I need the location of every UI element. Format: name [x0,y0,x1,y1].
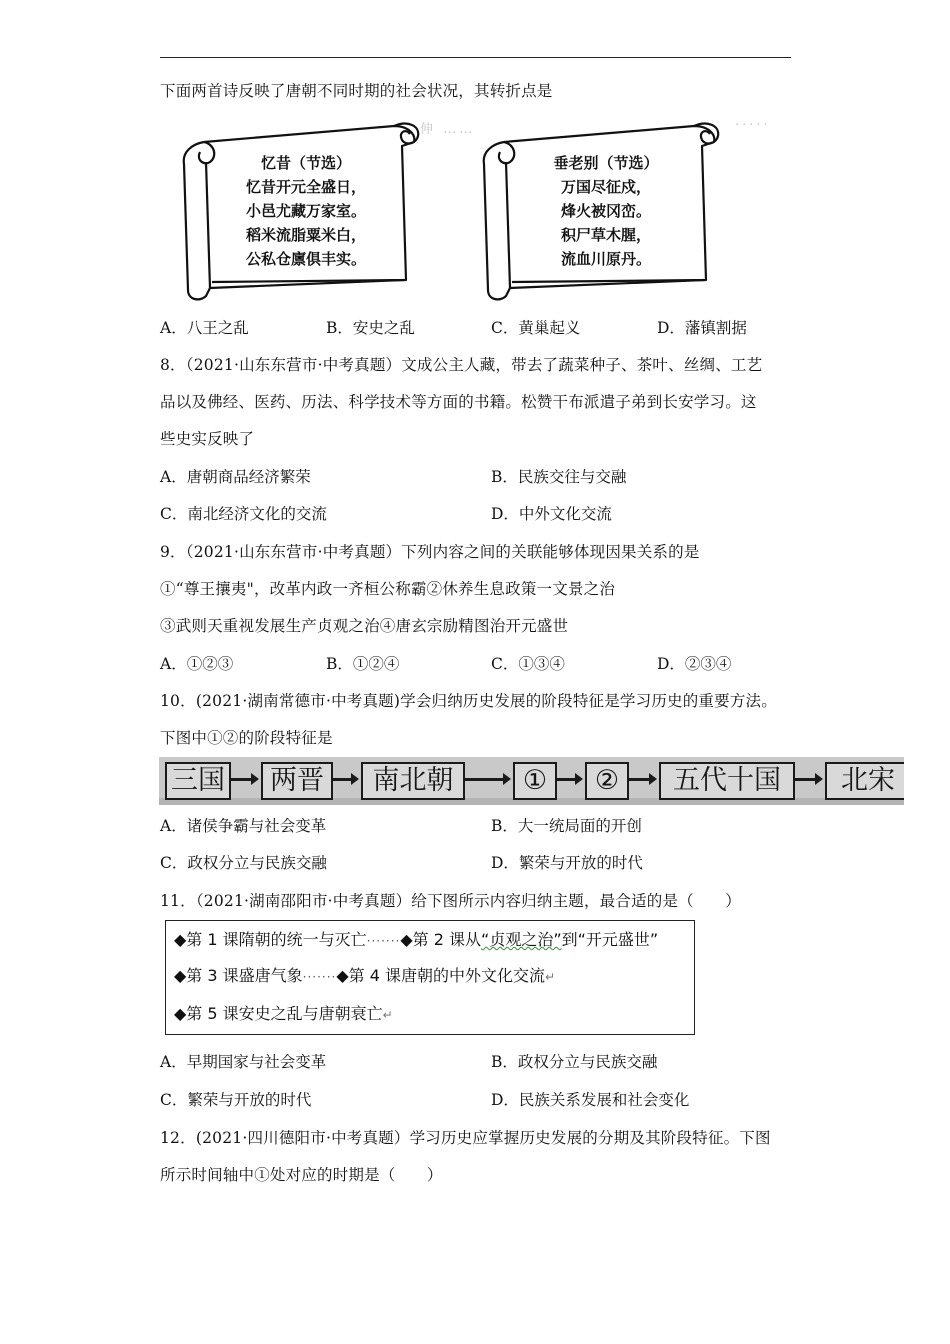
q10-option-c[interactable]: C．政权分立与民族交融 [160,854,327,872]
lesson-dots: ······· [366,934,401,948]
lesson-4: ◆第 4 课唐朝的中外文化交流 [336,966,546,985]
timeline-arrow-icon [629,778,651,781]
poem2-line-1: 万国尽征戍， [560,178,651,196]
faint-scan-text-1: 伸 …… [420,122,476,137]
timeline-arrow-icon [333,778,353,781]
poem2-title: 垂老别（节选） [553,154,659,172]
q9-stem-line-2: ①“尊王攘夷"，改革内政一齐桓公称霸②休养生息政策一文景之治 [160,580,616,598]
q8-option-d[interactable]: D．中外文化交流 [491,505,612,523]
q8-option-b[interactable]: B．民族交往与交融 [491,468,627,486]
return-mark-icon: ↵ [545,970,556,984]
poem-scroll-1 [176,112,436,304]
poem2-line-4: 流血川原丹。 [560,250,651,268]
q10-stem-line-1: 10．(2021·湖南常德市·中考真题)学会归纳历史发展的阶段特征是学习历史的重要方法。 [160,692,777,710]
dynasty-timeline [159,757,904,805]
q11-option-d[interactable]: D．民族关系发展和社会变化 [491,1091,690,1109]
q8-stem-line-3: 些史实反映了 [160,430,255,448]
lesson-dots: ······· [302,970,337,984]
q7-option-d[interactable]: D．藩镇割据 [657,319,747,337]
lesson-3: ◆第 3 课盛唐气象 [174,966,303,985]
q9-option-d[interactable]: D．②③④ [657,655,732,673]
q11-option-c[interactable]: C．繁荣与开放的时代 [160,1091,312,1109]
timeline-item-nanbeichao: 南北朝 [361,762,465,800]
q7-option-a[interactable]: A．八王之乱 [160,319,249,337]
poem1-line-2: 小邑尤藏万家室。 [245,202,366,220]
poem1-line-3: 稻米流脂粟米白， [245,226,366,244]
lesson-2-quote: “贞观之治” [481,930,562,949]
lesson-row-2 [174,965,555,988]
q7-option-b[interactable]: B．安史之乱 [326,319,415,337]
timeline-arrow-icon [795,778,817,781]
header-rule [160,57,791,58]
timeline-arrow-icon [465,778,505,781]
poem1-line-4: 公私仓廪俱丰实。 [245,250,366,268]
q9-option-b[interactable]: B．①②④ [326,655,400,673]
poem2-line-2: 烽火被冈峦。 [560,202,651,220]
poem-scroll-2 [476,112,736,304]
q10-stem-line-2: 下图中①②的阶段特征是 [160,729,333,747]
q11-option-a[interactable]: A．早期国家与社会变革 [160,1053,327,1071]
q8-stem-line-2: 品以及佛经、医药、历法、科学技术等方面的书籍。松赞干布派遣子弟到长安学习。这 [160,393,757,411]
poem1-line-1: 忆昔开元全盛日， [245,178,366,196]
q7-stem: 下面两首诗反映了唐朝不同时期的社会状况，其转折点是 [160,82,553,100]
timeline-item-sanguo: 三国 [165,762,231,800]
lesson-1: ◆第 1 课隋朝的统一与灭亡 [174,930,367,949]
lesson-2-prefix: ◆第 2 课从 [400,930,482,949]
lesson-row-3 [174,1003,393,1026]
return-mark-icon: ↵ [382,1008,393,1022]
poem1-title: 忆昔（节选） [260,154,351,172]
timeline-item-beisong: 北宋 [825,762,904,800]
q10-option-a[interactable]: A．诸侯争霸与社会变革 [160,817,327,835]
timeline-arrow-icon [231,778,253,781]
poem2-line-3: 积尸草木腥， [560,226,651,244]
q7-option-c[interactable]: C．黄巢起义 [491,319,581,337]
q12-stem-line-1: 12．(2021·四川德阳市·中考真题）学习历史应掌握历史发展的分期及其阶段特征。下图 [160,1129,771,1147]
q8-option-a[interactable]: A．唐朝商品经济繁荣 [160,468,311,486]
timeline-item-blank-2: ② [585,762,629,800]
timeline-item-wudai: 五代十国 [659,762,795,800]
faint-scan-text-2: ····· [735,118,771,133]
lesson-list-box [165,920,695,1035]
q10-option-b[interactable]: B．大一统局面的开创 [491,817,642,835]
timeline-item-liangjin: 两晋 [261,762,333,800]
q9-option-a[interactable]: A．①②③ [160,655,234,673]
lesson-2-suffix: 到“开元盛世” [561,930,659,949]
q9-stem-line-3: ③武则天重视发展生产贞观之治④唐玄宗励精图治开元盛世 [160,617,569,635]
q8-option-c[interactable]: C．南北经济文化的交流 [160,505,327,523]
q9-stem-line-1: 9．（2021·山东东营市·中考真题）下列内容之间的关联能够体现因果关系的是 [160,543,700,561]
q12-stem-line-2: 所示时间轴中①处对应的时期是（ ） [160,1166,443,1184]
q8-stem-line-1: 8．（2021·山东东营市·中考真题）文成公主人藏，带去了蔬菜种子、茶叶、丝绸、工艺 [160,356,763,374]
timeline-arrow-icon [557,778,577,781]
q11-option-b[interactable]: B．政权分立与民族交融 [491,1053,658,1071]
q11-stem: 11．（2021·湖南邵阳市·中考真题）给下图所示内容归纳主题，最合适的是（ ） [160,892,741,910]
lesson-5: ◆第 5 课安史之乱与唐朝衰亡 [174,1004,383,1023]
lesson-row-1 [174,929,658,952]
q10-option-d[interactable]: D．繁荣与开放的时代 [491,854,643,872]
timeline-item-blank-1: ① [513,762,557,800]
q9-option-c[interactable]: C．①③④ [491,655,565,673]
